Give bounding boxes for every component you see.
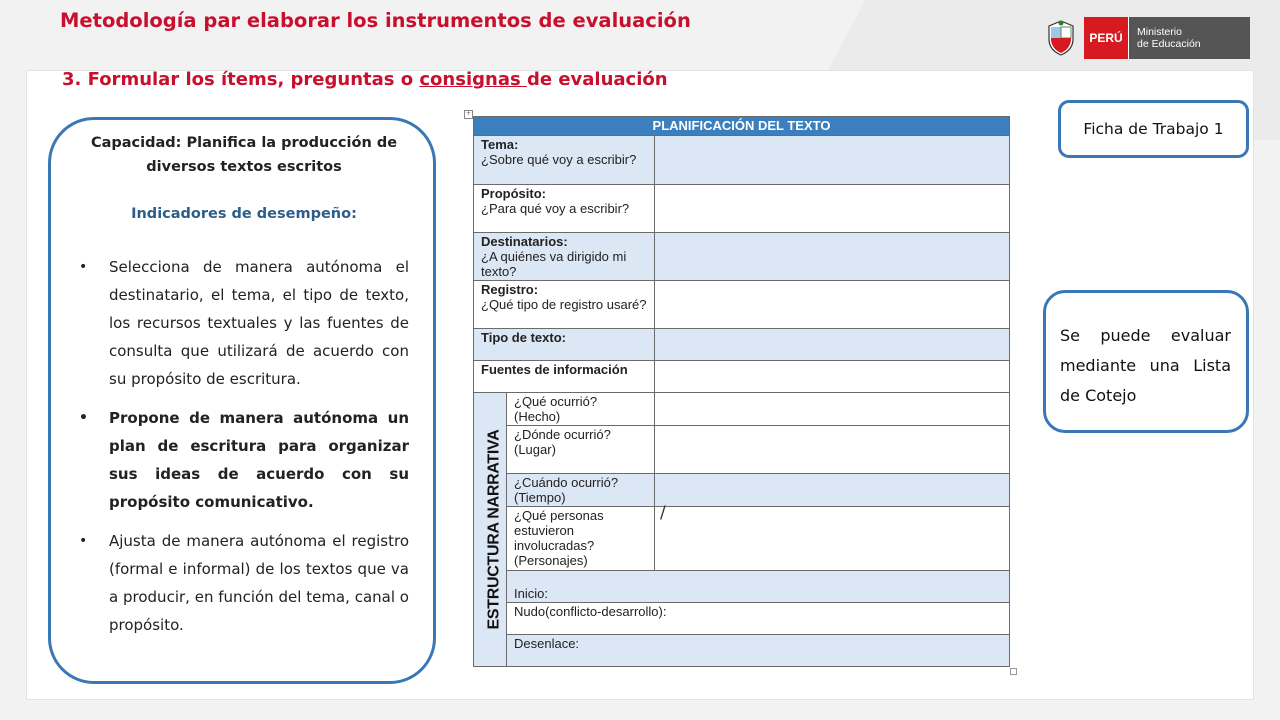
row-note: (Lugar) [514,442,556,457]
table-row-fuentes [474,361,655,393]
answer-cell[interactable] [655,281,1010,329]
story-part-label: Inicio: [514,586,548,601]
indicators-title: Indicadores de desempeño: [131,206,357,222]
answer-cell[interactable] [655,233,1010,281]
ficha-label: Ficha de Trabajo 1 [1083,120,1224,138]
table-row-donde-ocurrio [507,426,655,474]
row-note: (Hecho) [514,409,561,424]
answer-cell[interactable] [655,507,1010,571]
ministry-label [1128,17,1250,59]
row-question: ¿A quiénes va dirigido mi texto? [481,249,627,279]
table-row-tipo-texto [474,329,655,361]
table-row-personajes [507,507,655,571]
minedu-logo [1046,17,1250,59]
answer-cell[interactable] [655,426,1010,474]
indicator-text: Selecciona de manera autónoma el destinatario, el tema, el tipo de texto, los recursos textuales y las fuentes de consulta que utilizará de acuerdo con su propósito de escritura. [109,258,409,388]
bullet-icon: • [79,410,88,426]
row-note: (Tiempo) [514,490,566,505]
row-question: ¿Qué tipo de registro usaré? [481,297,647,312]
answer-cell[interactable] [655,185,1010,233]
row-label: Fuentes de información [481,362,628,377]
narrative-structure-label: ESTRUCTURA NARRATIVA [485,429,503,629]
table-row-destinatarios [474,233,655,281]
ministry-line1: Ministerio [1137,26,1182,38]
story-part-label: Nudo(conflicto-desarrollo): [514,604,667,619]
evaluation-note-text: Se puede evaluar mediante una Lista de Cotejo [1060,326,1231,405]
planning-table-wrapper [473,116,1009,667]
table-row-proposito [474,185,655,233]
story-part-label: Desenlace: [514,636,580,651]
answer-cell[interactable] [655,393,1010,426]
section-subtitle [62,69,668,90]
indicator-text: Ajusta de manera autónoma el registro (formal e informal) de los textos que va a producir, en función del tema, canal o propósito. [109,532,409,634]
planning-table-header: PLANIFICACIÓN DEL TEXTO [474,117,1010,136]
table-move-handle[interactable]: + [465,110,472,117]
row-question: ¿Sobre qué voy a escribir? [481,152,637,167]
subtitle-underlined: consignas [419,69,527,90]
table-row-cuando-ocurrio [507,474,655,507]
indicator-item [77,253,409,393]
subtitle-part1: 3. Formular los ítems, preguntas o [62,69,420,90]
bullet-icon: • [79,259,88,275]
capacity-box [48,117,436,684]
row-question: ¿Qué personas estuvieron involucradas? [514,508,604,553]
bullet-icon: • [79,533,88,549]
row-label: Registro: [481,282,539,297]
row-question: ¿Qué ocurrió? [514,394,598,409]
subtitle-part2: de evaluación [526,69,668,90]
answer-cell[interactable] [655,136,1010,185]
slide-title: Metodología par elaborar los instrumentos de evaluación [60,9,691,32]
indicator-text: Propone de manera autónoma un plan de escritura para organizar sus ideas de acuerdo con su propósito comunicativo. [109,409,409,511]
peru-coat-of-arms-icon [1046,19,1076,57]
table-row-desenlace [507,635,1010,667]
row-question: ¿Cuándo ocurrió? [514,475,619,490]
indicator-item [77,527,409,639]
table-resize-handle[interactable] [1010,668,1017,675]
answer-cell[interactable] [655,329,1010,361]
row-label: Tema: [481,137,519,152]
ficha-trabajo-box [1058,100,1249,158]
narrative-structure-label-cell [474,393,507,667]
peru-label: PERÚ [1084,17,1128,59]
table-row-registro [474,281,655,329]
row-label: Propósito: [481,186,546,201]
table-row-tema [474,136,655,185]
row-label: Destinatarios: [481,234,568,249]
capacity-text: Capacidad: Planifica la producción de diversos textos escritos [90,135,398,175]
pen-mark: / [660,503,666,523]
row-question: ¿Para qué voy a escribir? [481,201,630,216]
row-note: (Personajes) [514,553,588,568]
indicator-item [77,404,409,516]
table-row-inicio [507,571,1010,603]
planning-table [473,116,1010,667]
answer-cell[interactable] [655,361,1010,393]
table-row-nudo [507,603,1010,635]
row-label: Tipo de texto: [481,330,566,345]
indicators-list [77,253,409,650]
evaluation-note-box [1043,290,1249,433]
answer-cell[interactable] [655,474,1010,507]
table-row-que-ocurrio [507,393,655,426]
ministry-line2: de Educación [1137,38,1201,50]
row-question: ¿Dónde ocurrió? [514,427,611,442]
